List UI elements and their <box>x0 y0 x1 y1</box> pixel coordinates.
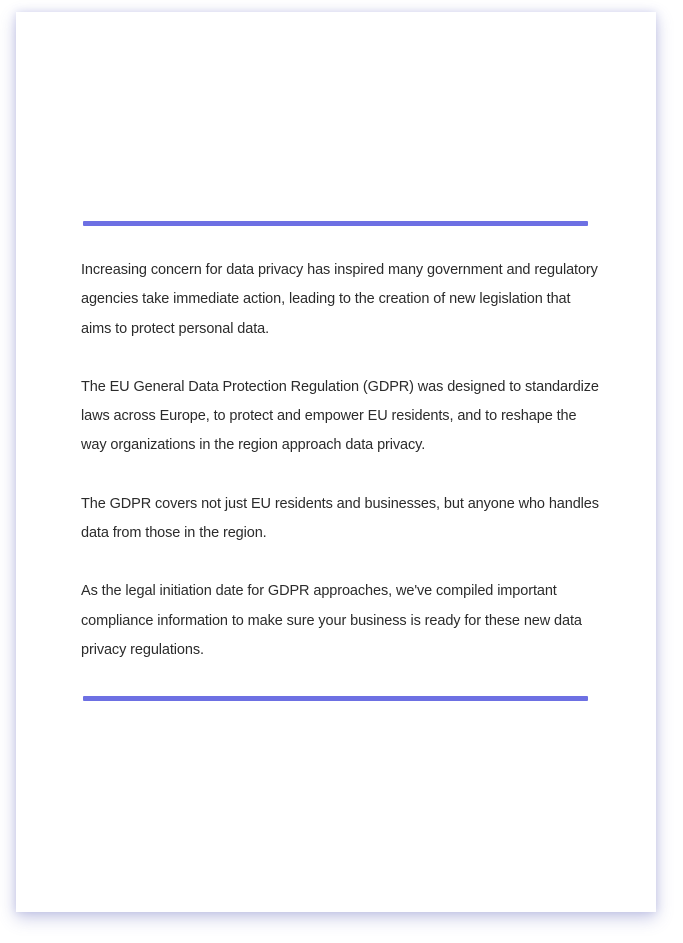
document-page <box>16 12 656 912</box>
paragraph-intro: Increasing concern for data privacy has inspired many government and regulatory agencies take immediate action, leading to the creation of new legislation that aims to protect personal data. <box>81 262 598 337</box>
paragraph-gdpr-scope: The GDPR covers not just EU residents and businesses, but anyone who handles data from those in the region. <box>81 495 599 542</box>
top-divider <box>83 221 588 226</box>
paragraph-gdpr-purpose: The EU General Data Protection Regulation (GDPR) was designed to standardize laws across Europe, to protect and empower EU residents, and to reshape the way organizations in the region approach data privacy. <box>81 378 599 454</box>
document-body <box>81 256 601 665</box>
bottom-divider <box>83 696 588 701</box>
paragraph-compliance: As the legal initiation date for GDPR approaches, we've compiled important compliance information to make sure your business is ready for these new data privacy regulations. <box>81 583 582 658</box>
